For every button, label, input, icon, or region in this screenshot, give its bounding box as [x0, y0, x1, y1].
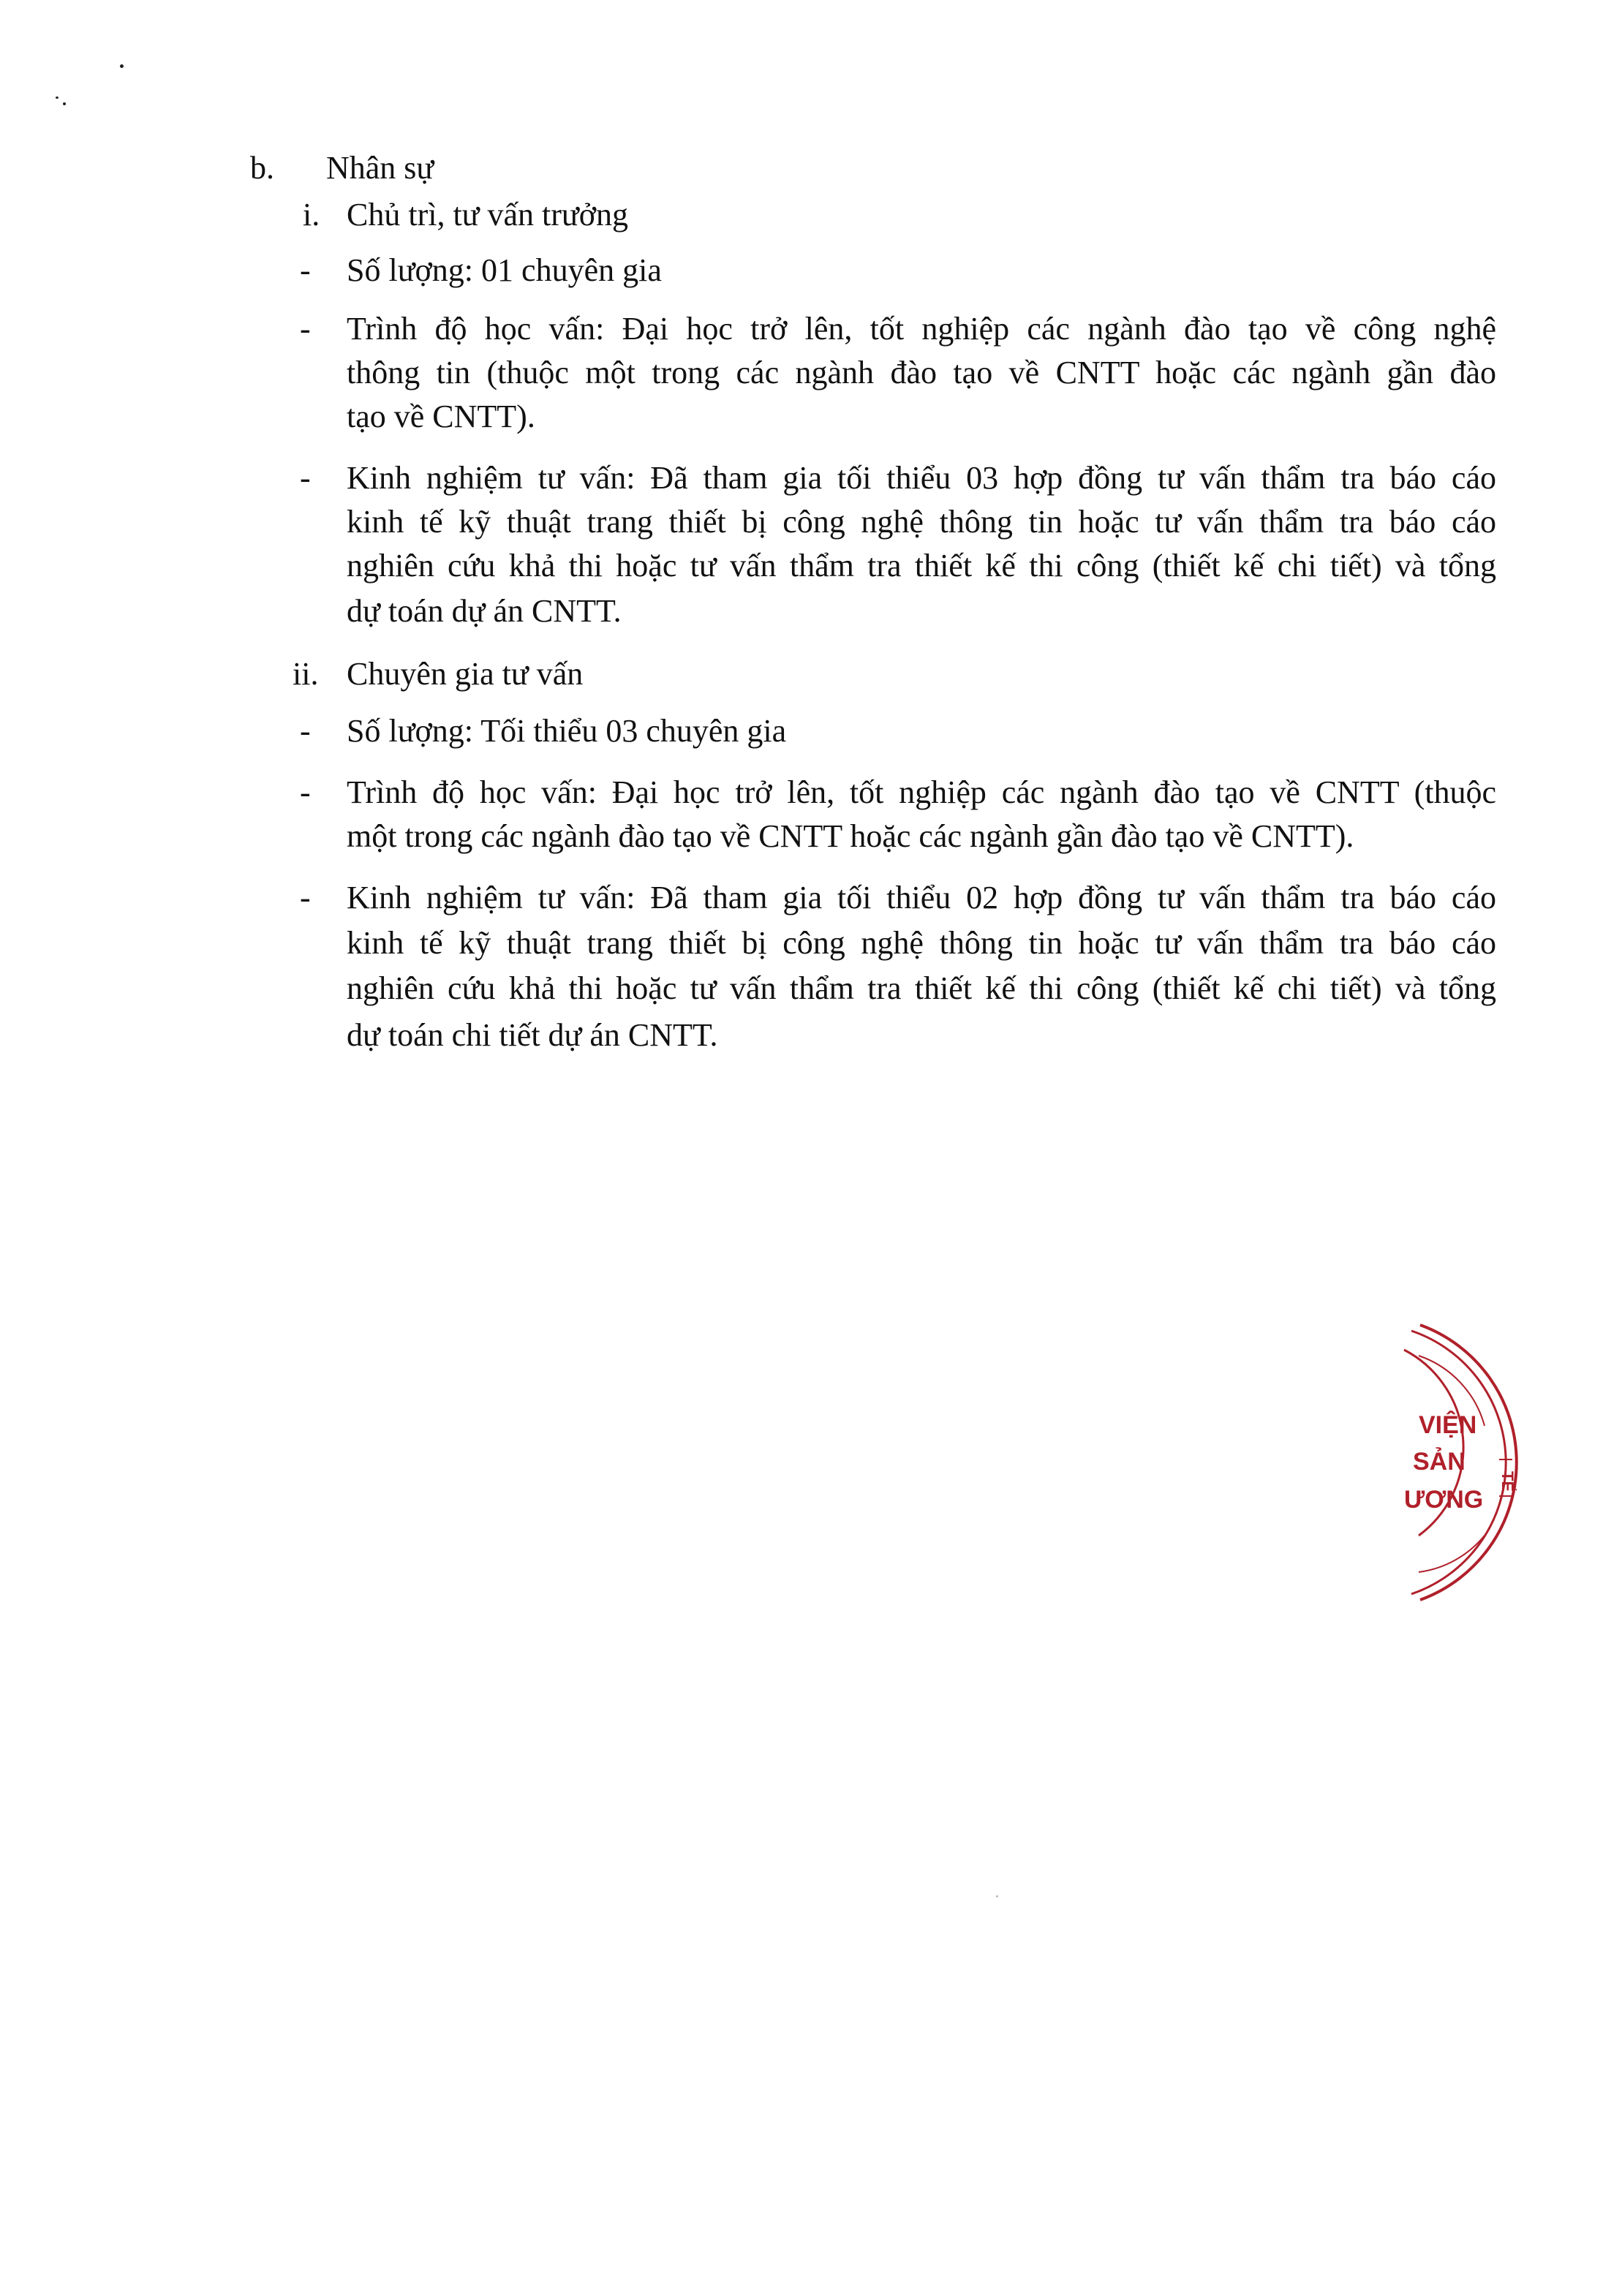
- group-marker: ii.: [293, 656, 319, 692]
- bullet-dash: -: [300, 774, 311, 810]
- item-line: dự toán chi tiết dự án CNTT.: [347, 1017, 718, 1053]
- item-line: Trình độ học vấn: Đại học trở lên, tốt nghiệp các ngành đào tạo về công nghệ: [347, 311, 1496, 347]
- item-line: tạo về CNTT).: [347, 399, 535, 434]
- seal-text-line: ƯƠNG: [1404, 1486, 1484, 1514]
- item-line: Số lượng: 01 chuyên gia: [347, 252, 662, 288]
- item-line: kinh tế kỹ thuật trang thiết bị công nghệ thông tin hoặc tư vấn thẩm tra báo cáo: [347, 504, 1496, 540]
- item-line: Số lượng: Tối thiểu 03 chuyên gia: [347, 713, 787, 749]
- group-title: Chủ trì, tư vấn trưởng: [347, 197, 629, 233]
- item-line: Kinh nghiệm tư vấn: Đã tham gia tối thiểu 03 hợp đồng tư vấn thẩm tra báo cáo: [347, 460, 1496, 496]
- seal-text-line: VIỆN: [1419, 1411, 1477, 1439]
- bullet-dash: -: [300, 460, 311, 496]
- section-title: Nhân sự: [326, 150, 434, 186]
- item-line: một trong các ngành đào tạo về CNTT hoặc các ngành gần đào tạo về CNTT).: [347, 818, 1354, 854]
- item-line: nghiên cứu khả thi hoặc tư vấn thẩm tra thiết kế thi công (thiết kế chi tiết) và tổng: [347, 548, 1496, 584]
- item-line: kinh tế kỹ thuật trang thiết bị công nghệ thông tin hoặc tư vấn thẩm tra báo cáo: [347, 925, 1496, 961]
- bullet-dash: -: [300, 252, 311, 288]
- item-line: dự toán dự án CNTT.: [347, 593, 622, 629]
- bullet-dash: -: [300, 311, 311, 347]
- item-line: Trình độ học vấn: Đại học trở lên, tốt nghiệp các ngành đào tạo về CNTT (thuộc: [347, 774, 1496, 810]
- section-marker: b.: [250, 150, 274, 186]
- seal-text-line: SẢN: [1413, 1448, 1466, 1476]
- scan-speck: [63, 102, 66, 105]
- scan-speck: [996, 1895, 998, 1897]
- scan-speck: [56, 97, 59, 99]
- seal-side-text: TẾ: [1498, 1471, 1517, 1492]
- official-seal-stamp: [1375, 1316, 1565, 1623]
- item-line: nghiên cứu khả thi hoặc tư vấn thẩm tra thiết kế thi công (thiết kế chi tiết) và tổng: [347, 970, 1496, 1006]
- item-line: Kinh nghiệm tư vấn: Đã tham gia tối thiểu 02 hợp đồng tư vấn thẩm tra báo cáo: [347, 880, 1496, 915]
- group-marker: i.: [303, 197, 320, 233]
- item-line: thông tin (thuộc một trong các ngành đào tạo về CNTT hoặc các ngành gần đào: [347, 355, 1496, 390]
- bullet-dash: -: [300, 713, 311, 749]
- bullet-dash: -: [300, 880, 311, 915]
- group-title: Chuyên gia tư vấn: [347, 656, 584, 692]
- scan-speck: [120, 64, 124, 68]
